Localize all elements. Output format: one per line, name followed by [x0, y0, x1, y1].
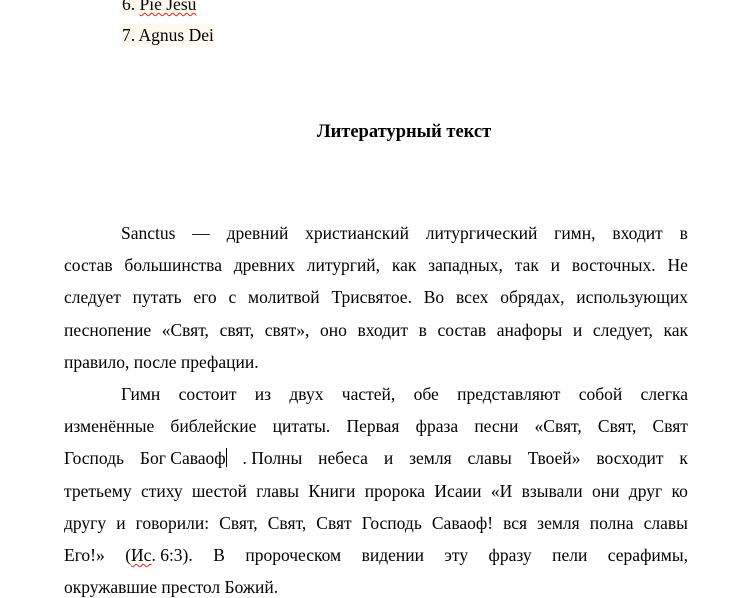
word: обе: [413, 384, 439, 404]
word: эту: [444, 544, 469, 565]
word: Первая: [346, 416, 400, 437]
word: восходит: [596, 448, 664, 469]
word: друг: [628, 480, 663, 501]
word: Его!»: [64, 544, 105, 565]
word: «Свят,: [534, 416, 582, 437]
word: христианский: [305, 223, 409, 243]
word: анафоры: [496, 319, 563, 340]
word: как: [391, 255, 417, 276]
word: к: [679, 448, 688, 469]
word: Не: [667, 255, 688, 276]
word: его: [193, 287, 217, 308]
word: «Свят,: [161, 319, 209, 340]
word: Свят,: [267, 512, 307, 533]
word: —: [192, 223, 210, 243]
word: большинства: [124, 255, 222, 276]
word: так: [514, 255, 539, 276]
word: собой: [578, 384, 623, 404]
list-number: 6.: [122, 0, 136, 14]
word: изменённые: [64, 416, 155, 437]
word: взывали: [521, 480, 583, 501]
word: пели: [552, 544, 588, 565]
text-line: [64, 222, 688, 254]
word: частей,: [341, 384, 396, 404]
word: и: [116, 512, 126, 533]
word: состав: [437, 319, 487, 340]
word: в: [679, 223, 688, 243]
word: обрядах,: [500, 287, 565, 308]
word: фразу: [488, 544, 532, 565]
word: литургический: [425, 223, 538, 243]
word: следует,: [592, 319, 653, 340]
word: западных,: [428, 255, 503, 276]
text-line: [64, 512, 688, 544]
word: и: [572, 319, 583, 340]
word: представляют: [457, 384, 561, 404]
section-heading: Литературный текст: [316, 122, 492, 142]
word: гимн,: [554, 223, 596, 243]
text-line: [64, 447, 688, 479]
word: видении: [361, 544, 424, 565]
word: песни: [474, 416, 519, 437]
word: правило, после префации.: [64, 351, 259, 372]
word: Твоей»: [527, 448, 581, 469]
word: путать: [132, 287, 182, 308]
misspelled-word: Pie Jesu: [139, 0, 197, 14]
list-item-pie-jesu: [121, 0, 197, 15]
word: Трисвятое.: [331, 287, 412, 308]
word: славы: [467, 448, 512, 469]
text-cursor: [226, 448, 227, 467]
word: двух: [289, 384, 324, 404]
word: Во: [423, 287, 445, 308]
word: слегка: [640, 384, 688, 404]
word: Господь: [64, 448, 125, 469]
word: входит: [357, 319, 409, 340]
word: третьему: [64, 480, 132, 501]
list-item-agnus-dei: 7. Agnus Dei: [122, 25, 214, 45]
word: В: [213, 544, 225, 565]
word: Исаии: [434, 480, 482, 501]
text-line: [64, 351, 688, 383]
word-group: [140, 447, 227, 469]
word: свят»,: [264, 319, 310, 340]
text-line: [64, 415, 688, 447]
word: Свят: [316, 512, 352, 533]
word: они: [591, 480, 620, 501]
paragraph-1: [64, 222, 688, 383]
word: славы: [643, 512, 688, 533]
partially-visible-line: окружавшие престол Божий.: [64, 577, 279, 597]
word: земля: [537, 512, 580, 533]
word: стиху: [140, 480, 183, 501]
word: оно: [320, 319, 347, 340]
text-line: [64, 383, 688, 415]
word: состав: [64, 255, 113, 276]
word: из: [254, 384, 272, 404]
word: восточных.: [571, 255, 656, 276]
word: древний: [226, 223, 289, 243]
text-line: [64, 254, 688, 286]
word: Свят,: [219, 512, 258, 533]
word: Свят,: [597, 416, 637, 437]
word: Свят: [652, 416, 688, 437]
word: . 6:3).: [151, 544, 193, 565]
scripture-reference: [125, 544, 193, 566]
word: небеса: [318, 448, 368, 469]
word: шестой: [191, 480, 247, 501]
word: с: [228, 287, 237, 308]
word: Книги: [308, 480, 356, 501]
word: и: [550, 255, 561, 276]
word: Саваоф!: [431, 512, 494, 533]
word: всех: [455, 287, 489, 308]
text-line: [64, 286, 688, 318]
word: молитвой: [248, 287, 320, 308]
word: цитаты.: [272, 416, 331, 437]
text-line: [64, 319, 688, 351]
word: главы: [256, 480, 300, 501]
word: свят,: [219, 319, 255, 340]
word: (: [125, 544, 132, 565]
word: Бог Саваоф: [139, 448, 226, 469]
text-line: [64, 480, 688, 512]
word: фраза: [415, 416, 459, 437]
word: следует: [64, 287, 121, 308]
word: Господь: [361, 512, 422, 533]
word: использующих: [576, 287, 688, 308]
word: как: [663, 319, 688, 340]
word: древних: [233, 255, 295, 276]
word: состоит: [178, 384, 237, 404]
word: серафимы,: [607, 544, 688, 565]
word: пророка: [364, 480, 426, 501]
misspelled-word: Ис: [131, 544, 152, 565]
word: песнопение: [64, 319, 152, 340]
word: в: [418, 319, 427, 340]
word: Sanctus: [121, 223, 176, 243]
text-line: [64, 544, 688, 576]
word: вся: [503, 512, 528, 533]
word: библейские: [170, 416, 257, 437]
word: земля: [409, 448, 452, 469]
word: и: [383, 448, 394, 469]
word: литургий,: [306, 255, 381, 276]
word: . Полны: [242, 448, 303, 469]
paragraph-2: [64, 383, 688, 576]
word: ко: [671, 480, 688, 501]
word: «И: [490, 480, 513, 501]
word: входит: [612, 223, 663, 243]
word: полна: [589, 512, 634, 533]
word: Гимн: [121, 384, 161, 404]
word: говорили:: [135, 512, 210, 533]
word: другу: [64, 512, 107, 533]
word: пророческом: [245, 544, 342, 565]
